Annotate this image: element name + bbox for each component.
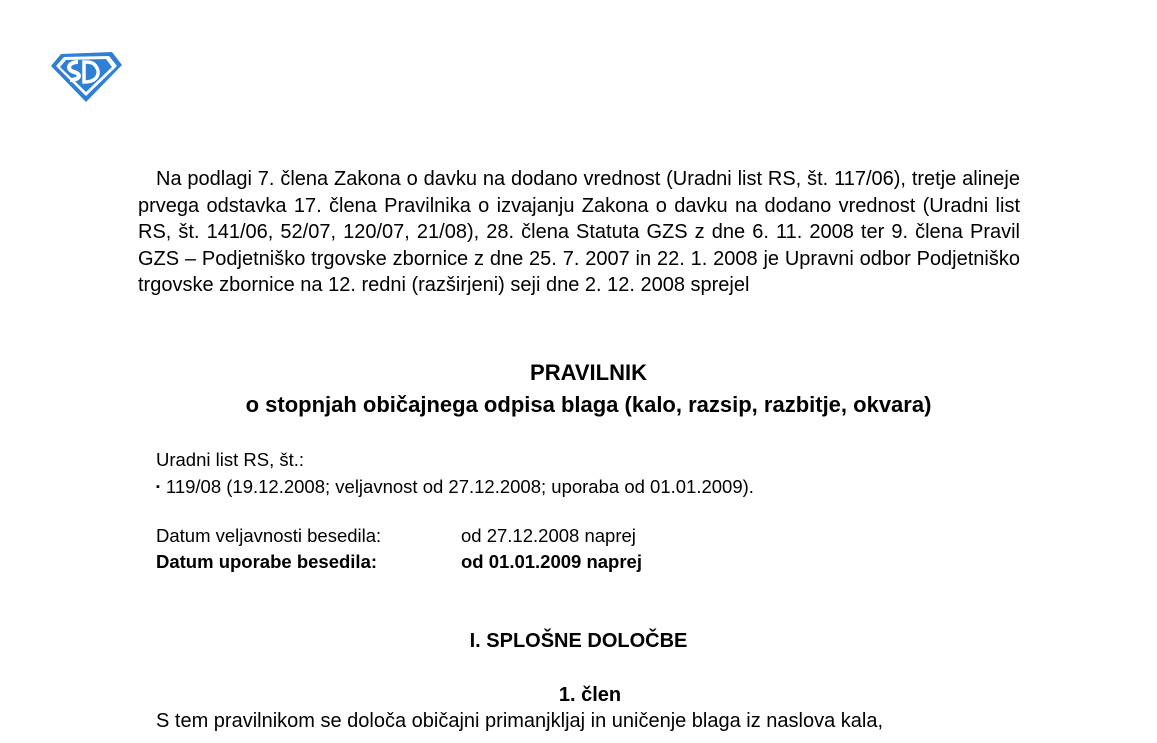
article-heading: 1. člen bbox=[558, 684, 622, 706]
gazette-list-item bbox=[156, 476, 754, 498]
sd-logo-icon bbox=[48, 48, 124, 104]
gazette-label: Uradni list RS, št.: bbox=[156, 449, 305, 470]
intro-paragraph: Na podlagi 7. člena Zakona o davku na dodano vrednost (Uradni list RS, št. 117/06), tretje alineje prvega odstavka 17. člena Pravilnika o izvajanju Zakona o davku na dodano vrednost (Uradni list RS, št. 141/06, 52/07, 120/07, 21/08), 28. člena Statuta GZS z dne 6. 11. 2008 ter 9. člena Pravil GZS – Podjetniško trgovske zbornice z dne 25. 7. 2007 in 22. 1. 2008 je Upravni odbor Podjetniško trgovske zbornice na 12. redni (razširjeni) seji dne 2. 12. 2008 sprejel bbox=[138, 168, 1020, 297]
validity-date-value: od 27.12.2008 naprej bbox=[461, 525, 636, 546]
validity-date-label: Datum veljavnosti besedila: bbox=[156, 525, 382, 546]
bullet-icon: ▪ bbox=[156, 481, 160, 493]
document-title: PRAVILNIK bbox=[530, 360, 647, 385]
use-date-value: od 01.01.2009 naprej bbox=[461, 551, 642, 572]
document-subtitle: o stopnjah običajnega odpisa blaga (kalo, razsip, razbitje, okvara) bbox=[245, 392, 932, 417]
use-date-label: Datum uporabe besedila: bbox=[156, 551, 378, 572]
article-text: S tem pravilnikom se določa običajni primanjkljaj in uničenje blaga iz naslova kala, bbox=[156, 710, 884, 732]
gazette-item-text: 119/08 (19.12.2008; veljavnost od 27.12.2008; uporaba od 01.01.2009). bbox=[165, 476, 754, 497]
section-heading: I. SPLOŠNE DOLOČBE bbox=[469, 630, 688, 652]
